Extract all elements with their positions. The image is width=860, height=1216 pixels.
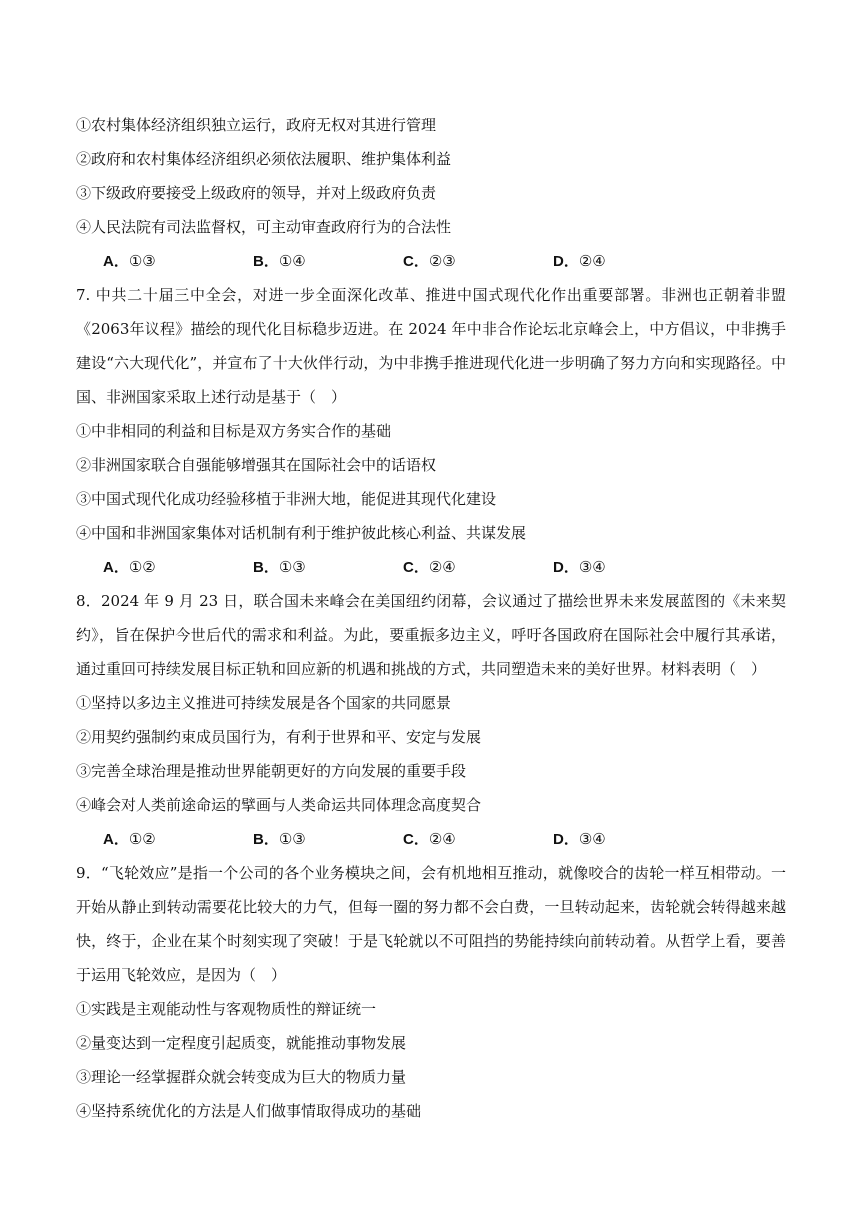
statement-item: ③理论一经掌握群众就会转变成为巨大的物质力量 <box>76 1068 407 1086</box>
option-c[interactable]: C．②④ <box>403 558 456 576</box>
question-stem: 7. 中共二十届三中全会，对进一步全面深化改革、推进中国式现代化作出重要部署。非洲也正朝着非盟《2063年议程》描绘的现代化目标稳步迈进。在 2024 年中非合作论坛北京峰会上，中方倡议，中非携手建设“六大现代化”，并宣布了十大伙伴行动，为中非携手推进现代化进一步明确了努力方向和实现路径。中国、非洲国家采取上述行动是基于（ ） <box>76 286 786 406</box>
question-6 <box>76 108 786 278</box>
statement-item: ④中国和非洲国家集体对话机制有利于维护彼此核心利益、共谋发展 <box>76 524 527 542</box>
option-b[interactable]: B．①③ <box>253 830 306 848</box>
option-c[interactable]: C．②③ <box>403 252 456 270</box>
statement-item: ③中国式现代化成功经验移植于非洲大地，能促进其现代化建设 <box>76 490 497 508</box>
option-d[interactable]: D．②④ <box>553 252 606 270</box>
statement-item: ①实践是主观能动性与客观物质性的辩证统一 <box>76 1000 377 1018</box>
statement-item: ③完善全球治理是推动世界能朝更好的方向发展的重要手段 <box>76 762 467 780</box>
statement-item: ④坚持系统优化的方法是人们做事情取得成功的基础 <box>76 1102 422 1120</box>
option-a[interactable]: A．①③ <box>103 252 156 270</box>
statement-item: ①坚持以多边主义推进可持续发展是各个国家的共同愿景 <box>76 694 452 712</box>
option-a[interactable]: A．①② <box>103 558 156 576</box>
answer-options <box>76 244 786 278</box>
statement-item: ②非洲国家联合自强能够增强其在国际社会中的话语权 <box>76 456 437 474</box>
option-d[interactable]: D．③④ <box>553 830 606 848</box>
statement-item: ①中非相同的利益和目标是双方务实合作的基础 <box>76 422 392 440</box>
question-stem: 8．2024 年 9 月 23 日，联合国未来峰会在美国纽约闭幕，会议通过了描绘世界未来发展蓝图的《未来契约》，旨在保护今世后代的需求和利益。为此，要重振多边主义，呼吁各国政府在国际社会中履行其承诺，通过重回可持续发展目标正轨和回应新的机遇和挑战的方式，共同塑造未来的美好世界。材料表明（ ） <box>76 592 786 678</box>
option-d[interactable]: D．③④ <box>553 558 606 576</box>
statement-item: ④峰会对人类前途命运的擘画与人类命运共同体理念高度契合 <box>76 796 482 814</box>
option-b[interactable]: B．①③ <box>253 558 306 576</box>
question-stem: 9．“飞轮效应”是指一个公司的各个业务模块之间，会有机地相互推动，就像咬合的齿轮一样互相带动。一开始从静止到转动需要花比较大的力气，但每一圈的努力都不会白费，一旦转动起来，齿轮就会转得越来越快，终于，企业在某个时刻实现了突破！于是飞轮就以不可阻挡的势能持续向前转动着。从哲学上看，要善于运用飞轮效应，是因为（ ） <box>76 864 786 984</box>
statement-item: ②政府和农村集体经济组织必须依法履职、维护集体利益 <box>76 150 452 168</box>
answer-options <box>76 822 786 856</box>
question-9 <box>76 856 786 1128</box>
statement-item: ②用契约强制约束成员国行为，有利于世界和平、安定与发展 <box>76 728 482 746</box>
answer-options <box>76 550 786 584</box>
question-7 <box>76 278 786 584</box>
option-b[interactable]: B．①④ <box>253 252 306 270</box>
option-a[interactable]: A．①② <box>103 830 156 848</box>
option-c[interactable]: C．②④ <box>403 830 456 848</box>
question-8 <box>76 584 786 856</box>
statement-item: ①农村集体经济组织独立运行，政府无权对其进行管理 <box>76 116 437 134</box>
exam-page <box>76 108 786 1128</box>
statement-item: ④人民法院有司法监督权，可主动审查政府行为的合法性 <box>76 218 452 236</box>
statement-item: ③下级政府要接受上级政府的领导，并对上级政府负责 <box>76 184 437 202</box>
statement-item: ②量变达到一定程度引起质变，就能推动事物发展 <box>76 1034 407 1052</box>
